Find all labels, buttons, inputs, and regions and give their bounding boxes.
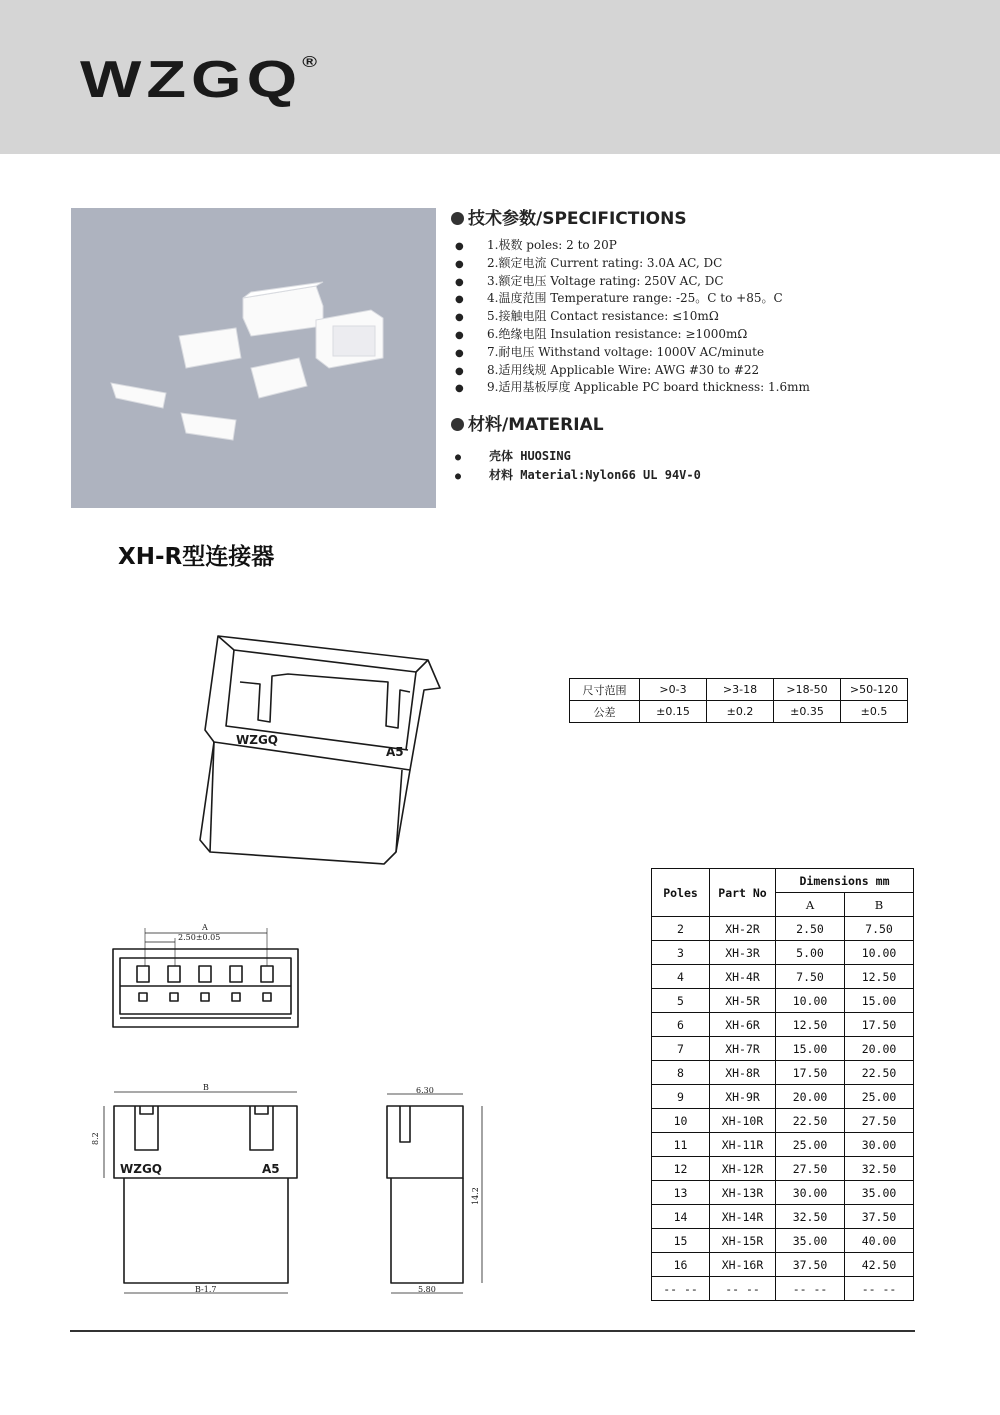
- spec-item-text: 7.耐电压 Withstand voltage: 1000V AC/minute: [487, 344, 765, 359]
- table-row: [652, 1205, 914, 1229]
- table-cell: 5: [652, 989, 710, 1013]
- table-cell: XH-12R: [710, 1157, 776, 1181]
- spec-item: [455, 290, 810, 308]
- table-cell: 20.00: [845, 1037, 914, 1061]
- header-a: A: [776, 893, 845, 917]
- spec-item: [455, 273, 810, 291]
- table-cell: 13: [652, 1181, 710, 1205]
- table-cell: XH-3R: [710, 941, 776, 965]
- spec-item: [455, 255, 810, 273]
- table-cell: 14: [652, 1205, 710, 1229]
- table-cell: 6: [652, 1013, 710, 1037]
- height-82-label: 8.2: [91, 1132, 100, 1145]
- table-cell: 7.50: [776, 965, 845, 989]
- table-row: [652, 941, 914, 965]
- side-view: [387, 1094, 482, 1293]
- specifications-title: [451, 204, 687, 229]
- table-cell: 17.50: [776, 1061, 845, 1085]
- table-cell: 22.50: [776, 1109, 845, 1133]
- table-cell: ±0.2: [707, 701, 774, 723]
- table-cell: XH-11R: [710, 1133, 776, 1157]
- spec-item: [455, 362, 810, 380]
- table-row: [652, 1013, 914, 1037]
- table-cell: 32.50: [845, 1157, 914, 1181]
- header-dimensions: Dimensions mm: [776, 869, 914, 893]
- table-row: [652, 1085, 914, 1109]
- table-cell: 5.00: [776, 941, 845, 965]
- table-cell: ±0.15: [640, 701, 707, 723]
- tolerance-range-row: [570, 679, 908, 701]
- dimensions-table: [651, 868, 914, 1301]
- bullet-icon: ●: [455, 347, 464, 359]
- table-cell: 10.00: [845, 941, 914, 965]
- header-b: B: [845, 893, 914, 917]
- table-cell: 12: [652, 1157, 710, 1181]
- table-cell: 7.50: [845, 917, 914, 941]
- table-cell: 27.50: [776, 1157, 845, 1181]
- table-cell: >50-120: [841, 679, 908, 701]
- table-header-row: [652, 869, 914, 893]
- width-630-label: 6.30: [416, 1086, 434, 1095]
- dim-a-label: A: [202, 923, 208, 932]
- front-brand-mark: WZGQ: [120, 1162, 162, 1176]
- table-cell: -- --: [845, 1277, 914, 1301]
- table-cell: ±0.35: [774, 701, 841, 723]
- bullet-icon: ●: [455, 276, 464, 288]
- table-cell: -- --: [652, 1277, 710, 1301]
- table-cell: XH-4R: [710, 965, 776, 989]
- bullet-icon: ●: [455, 471, 462, 482]
- dimensions-table-body: [652, 917, 914, 1301]
- spec-item-text: 2.额定电流 Current rating: 3.0A AC, DC: [487, 255, 723, 270]
- material-title: [451, 410, 604, 435]
- table-cell: 12.50: [845, 965, 914, 989]
- dim-b-minus-label: B-1.7: [195, 1285, 217, 1294]
- connector-parts-illustration: [71, 208, 436, 508]
- height-142-label: 14.2: [471, 1187, 480, 1205]
- table-cell: 4: [652, 965, 710, 989]
- table-cell: 2: [652, 917, 710, 941]
- spec-item: [455, 344, 810, 362]
- bullet-icon: ●: [455, 312, 464, 324]
- spec-item: [455, 308, 810, 326]
- brand-logo: [80, 50, 317, 110]
- table-cell: 37.50: [845, 1205, 914, 1229]
- spec-item-text: 8.适用线规 Applicable Wire: AWG #30 to #22: [487, 362, 760, 377]
- table-row: [652, 1061, 914, 1085]
- spec-item-text: 3.额定电压 Voltage rating: 250V AC, DC: [487, 273, 724, 288]
- table-cell: 15: [652, 1229, 710, 1253]
- table-cell: 30.00: [845, 1133, 914, 1157]
- table-cell: 10.00: [776, 989, 845, 1013]
- material-item-text: 壳体 HUOSING: [489, 449, 571, 463]
- table-row: [652, 1229, 914, 1253]
- table-cell: 40.00: [845, 1229, 914, 1253]
- bullet-icon: ●: [455, 365, 464, 377]
- table-cell: 35.00: [845, 1181, 914, 1205]
- material-title-text: 材料/MATERIAL: [468, 415, 604, 435]
- dim-b-label: B: [203, 1083, 209, 1092]
- table-cell: -- --: [710, 1277, 776, 1301]
- table-row: [652, 965, 914, 989]
- bullet-icon: ●: [455, 241, 464, 252]
- spec-item-text: 4.温度范围 Temperature range: -25。C to +85。C: [487, 291, 783, 306]
- table-cell: 7: [652, 1037, 710, 1061]
- table-cell: 尺寸范围: [570, 679, 640, 701]
- table-row: [652, 989, 914, 1013]
- table-cell: 25.00: [845, 1085, 914, 1109]
- table-cell: 9: [652, 1085, 710, 1109]
- table-cell: XH-9R: [710, 1085, 776, 1109]
- iso-model-mark: A5: [386, 745, 404, 759]
- isometric-view: [200, 636, 440, 864]
- specifications-list: [455, 237, 810, 397]
- header-band: [0, 0, 1000, 154]
- table-cell: 42.50: [845, 1253, 914, 1277]
- spec-item: [455, 237, 810, 255]
- table-cell: 16: [652, 1253, 710, 1277]
- table-cell: 17.50: [845, 1013, 914, 1037]
- spec-item-text: 5.接触电阻 Contact resistance: ≤10mΩ: [487, 309, 719, 324]
- header-poles: Poles: [652, 869, 710, 917]
- material-item-text: 材料 Material:Nylon66 UL 94V-0: [489, 468, 701, 482]
- bullet-icon: ●: [455, 294, 464, 306]
- table-cell: -- --: [776, 1277, 845, 1301]
- table-cell: XH-10R: [710, 1109, 776, 1133]
- tolerance-value-row: [570, 701, 908, 723]
- iso-brand-mark: WZGQ: [236, 733, 278, 747]
- registered-mark: ®: [302, 54, 317, 71]
- table-cell: ±0.5: [841, 701, 908, 723]
- table-cell: 37.50: [776, 1253, 845, 1277]
- table-row: [652, 917, 914, 941]
- table-row: [652, 1037, 914, 1061]
- bullet-dot-icon: [451, 212, 464, 225]
- table-cell: >18-50: [774, 679, 841, 701]
- width-580-label: 5.80: [418, 1285, 436, 1294]
- table-cell: XH-13R: [710, 1181, 776, 1205]
- bullet-dot-icon: [451, 418, 464, 431]
- specifications-title-text: 技术参数/SPECIFICTIONS: [468, 209, 687, 229]
- table-row: [652, 1133, 914, 1157]
- table-cell: 20.00: [776, 1085, 845, 1109]
- table-cell: XH-14R: [710, 1205, 776, 1229]
- bullet-icon: ●: [455, 329, 464, 341]
- table-cell: >0-3: [640, 679, 707, 701]
- header-part-no: Part No: [710, 869, 776, 917]
- table-cell: XH-7R: [710, 1037, 776, 1061]
- bullet-icon: ●: [455, 452, 462, 463]
- table-cell: 22.50: [845, 1061, 914, 1085]
- bullet-icon: ●: [455, 383, 464, 395]
- spec-item: [455, 379, 810, 397]
- table-cell: 30.00: [776, 1181, 845, 1205]
- table-cell: 27.50: [845, 1109, 914, 1133]
- table-cell: 35.00: [776, 1229, 845, 1253]
- material-item: [455, 466, 701, 485]
- product-title: XH-R型连接器: [118, 544, 275, 570]
- table-cell: XH-15R: [710, 1229, 776, 1253]
- table-cell: XH-5R: [710, 989, 776, 1013]
- spec-item-text: 1.极数 poles: 2 to 20P: [487, 238, 617, 252]
- table-cell: XH-6R: [710, 1013, 776, 1037]
- front-model-mark: A5: [262, 1162, 280, 1176]
- table-cell: 3: [652, 941, 710, 965]
- table-cell: 12.50: [776, 1013, 845, 1037]
- table-cell: >3-18: [707, 679, 774, 701]
- front-view: [104, 1092, 297, 1293]
- tolerance-table: [569, 678, 908, 723]
- spec-item: [455, 326, 810, 344]
- pitch-label: 2.50±0.05: [178, 933, 221, 942]
- table-row: [652, 1181, 914, 1205]
- table-cell: 25.00: [776, 1133, 845, 1157]
- brand-name: WZGQ: [80, 51, 303, 109]
- table-row: [652, 1109, 914, 1133]
- table-cell: 15.00: [845, 989, 914, 1013]
- table-cell: 32.50: [776, 1205, 845, 1229]
- table-cell: XH-2R: [710, 917, 776, 941]
- table-row: [652, 1277, 914, 1301]
- table-cell: 8: [652, 1061, 710, 1085]
- table-cell: XH-16R: [710, 1253, 776, 1277]
- table-cell: 15.00: [776, 1037, 845, 1061]
- bullet-icon: ●: [455, 258, 464, 270]
- footer-divider: [70, 1330, 915, 1332]
- spec-item-text: 6.绝缘电阻 Insulation resistance: ≥1000mΩ: [487, 326, 748, 341]
- material-item: [455, 447, 701, 466]
- table-row: [652, 1157, 914, 1181]
- spec-item-text: 9.适用基板厚度 Applicable PC board thickness: 1.6mm: [487, 380, 810, 395]
- table-cell: 10: [652, 1109, 710, 1133]
- table-row: [652, 1253, 914, 1277]
- material-list: [455, 447, 701, 485]
- top-view: [113, 928, 298, 1027]
- table-cell: 2.50: [776, 917, 845, 941]
- product-photo: [71, 208, 436, 508]
- table-cell: XH-8R: [710, 1061, 776, 1085]
- table-cell: 11: [652, 1133, 710, 1157]
- table-cell: 公差: [570, 701, 640, 723]
